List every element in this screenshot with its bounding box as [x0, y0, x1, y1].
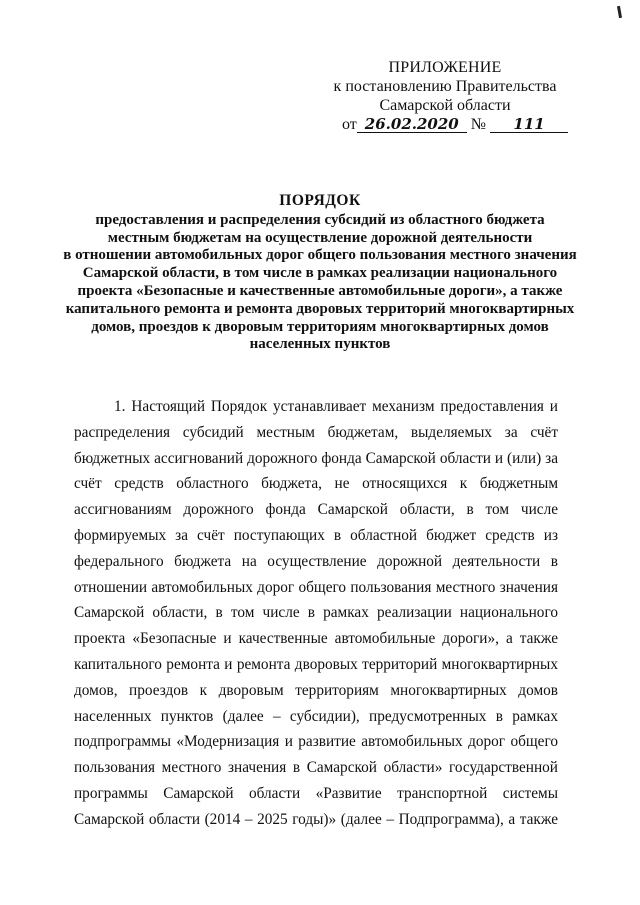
- title-line: проекта «Безопасные и качественные автомобильные дороги», а также: [77, 282, 563, 299]
- appendix-resolution: к постановлению Правительства: [333, 78, 557, 95]
- title-line: предоставления и распределения субсидий из областного бюджета: [95, 211, 545, 228]
- number-label: №: [470, 116, 487, 133]
- appendix-date-number: [320, 115, 570, 134]
- document-body: [74, 394, 558, 833]
- title-line: населенных пунктов: [249, 336, 391, 353]
- title-line: капитального ремонта и ремонта дворовых территорий многоквартирных: [65, 300, 575, 317]
- document-title: [60, 192, 580, 354]
- title-line: местным бюджетам на осуществление дорожной деятельности: [107, 229, 533, 246]
- title-heading: ПОРЯДОК: [279, 192, 361, 209]
- title-line: в отношении автомобильных дорог общего пользования местного значения: [63, 247, 577, 264]
- title-line: Самарской области, в том числе в рамках реализации национального: [82, 265, 558, 282]
- scan-mark: [617, 6, 622, 18]
- handwritten-date: 26.02.2020: [357, 117, 467, 133]
- appendix-region: Самарской области: [379, 97, 511, 114]
- from-label: от: [342, 116, 357, 133]
- title-line: домов, проездов к дворовым территориям многоквартирных домов: [91, 318, 549, 335]
- handwritten-number: 111: [490, 117, 568, 133]
- paragraph-1: 1. Настоящий Порядок устанавливает механизм предоставления и распределения субсидий местным бюджетам, выделяемых за счёт бюджетных ассигнований дорожного фонда Самарской области и (или) за счёт средств областного бюджета, не относящихся к бюджетным ассигнованиям дорожного фонда Самарской области, в том числе формируемых за счёт поступающих в областной бюджет средств из федерального бюджета на осуществление дорожной деятельности в отношении автомобильных дорог общего пользования местного значения Самарской области, в том числе в рамках реализации национального проекта «Безопасные и качественные автомобильные дороги», а также капитального ремонта и ремонта дворовых территорий многоквартирных домов, проездов к дворовым территориям многоквартирных домов населенных пунктов (далее – субсидии), предусмотренных в рамках подпрограммы «Модернизация и развитие автомобильных дорог общего пользования местного значения в Самарской области» государственной программы Самарской области «Развитие транспортной системы Самарской области (2014 – 2025 годы)» (далее – Подпрограмма), а также: [74, 398, 558, 828]
- appendix-block: [320, 58, 570, 134]
- appendix-title: ПРИЛОЖЕНИЕ: [388, 59, 502, 76]
